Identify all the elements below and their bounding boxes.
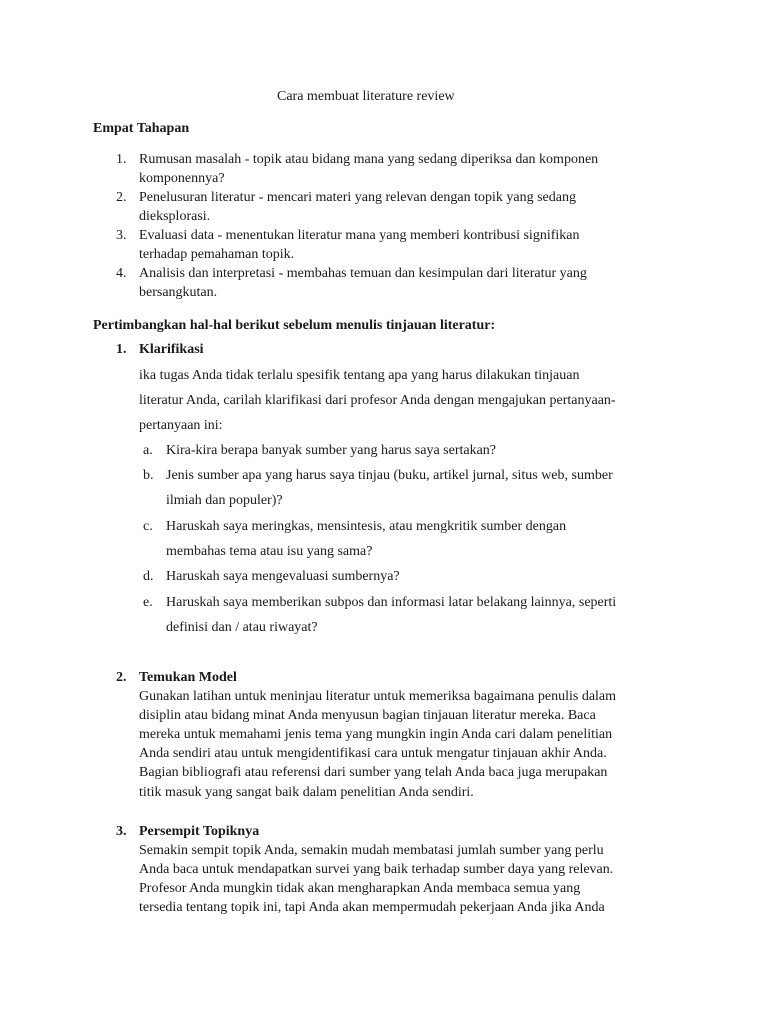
point-title-persempit-topiknya: Persempit Topiknya: [139, 824, 260, 839]
paragraph-line: mereka untuk memahami jenis tema yang mungkin ingin Anda cari dalam penelitian: [139, 727, 613, 742]
list-item-text: Rumusan masalah - topik atau bidang mana yang sedang diperiksa dan komponen: [139, 152, 599, 167]
list-item-text: dieksplorasi.: [139, 209, 211, 224]
point-number: 1.: [116, 342, 127, 357]
paragraph-line: tersedia tentang topik ini, tapi Anda akan mempermudah pekerjaan Anda jika Anda: [139, 900, 605, 915]
sub-item-letter: c.: [143, 519, 153, 534]
sub-item-letter: a.: [143, 443, 153, 458]
list-item-text: Penelusuran literatur - mencari materi yang relevan dengan topik yang sedang: [139, 190, 576, 205]
point-title-klarifikasi: Klarifikasi: [139, 342, 204, 357]
sub-item-text: Haruskah saya meringkas, mensintesis, atau mengkritik sumber dengan: [166, 519, 567, 534]
paragraph-line: pertanyaan ini:: [139, 418, 223, 433]
sub-item-letter: e.: [143, 595, 153, 610]
paragraph-line: literatur Anda, carilah klarifikasi dari profesor Anda dengan mengajukan pertanyaan-: [139, 393, 616, 408]
document-title: Cara membuat literature review: [277, 89, 455, 104]
point-number: 3.: [116, 824, 127, 839]
sub-item-text: membahas tema atau isu yang sama?: [166, 544, 373, 559]
sub-item-text: Haruskah saya mengevaluasi sumbernya?: [166, 569, 400, 584]
list-item-text: Evaluasi data - menentukan literatur mana yang memberi kontribusi signifikan: [139, 228, 580, 243]
section-heading-empat-tahapan: Empat Tahapan: [93, 121, 190, 136]
paragraph-line: ika tugas Anda tidak terlalu spesifik tentang apa yang harus dilakukan tinjauan: [139, 368, 580, 383]
section-heading-pertimbangkan: Pertimbangkan hal-hal berikut sebelum menulis tinjauan literatur:: [93, 318, 496, 333]
sub-item-letter: d.: [143, 569, 154, 584]
list-item-text: bersangkutan.: [139, 285, 218, 300]
list-item-number: 3.: [116, 228, 127, 243]
sub-item-text: Kira-kira berapa banyak sumber yang harus saya sertakan?: [166, 443, 497, 458]
list-item-text: komponennya?: [139, 171, 225, 186]
sub-item-text: Haruskah saya memberikan subpos dan informasi latar belakang lainnya, seperti: [166, 595, 617, 610]
list-item-number: 1.: [116, 152, 127, 167]
point-number: 2.: [116, 670, 127, 685]
list-item-number: 4.: [116, 266, 127, 281]
sub-item-text: ilmiah dan populer)?: [166, 493, 283, 508]
list-item-text: terhadap pemahaman topik.: [139, 247, 295, 262]
paragraph-line: titik masuk yang sangat baik dalam penelitian Anda sendiri.: [139, 785, 474, 800]
paragraph-line: Anda sendiri atau untuk mengidentifikasi cara untuk mengatur tinjauan akhir Anda.: [139, 746, 607, 761]
sub-item-text: Jenis sumber apa yang harus saya tinjau (buku, artikel jurnal, situs web, sumber: [166, 468, 613, 483]
list-item-number: 2.: [116, 190, 127, 205]
point-title-temukan-model: Temukan Model: [139, 670, 237, 685]
sub-item-text: definisi dan / atau riwayat?: [166, 620, 318, 635]
paragraph-line: Semakin sempit topik Anda, semakin mudah membatasi jumlah sumber yang perlu: [139, 843, 604, 858]
paragraph-line: Gunakan latihan untuk meninjau literatur untuk memeriksa bagaimana penulis dalam: [139, 689, 617, 704]
paragraph-line: Bagian bibliografi atau referensi dari sumber yang telah Anda baca juga merupakan: [139, 765, 608, 780]
paragraph-line: disiplin atau bidang minat Anda menyusun bagian tinjauan literatur mereka. Baca: [139, 708, 596, 723]
paragraph-line: Profesor Anda mungkin tidak akan mengharapkan Anda membaca semua yang: [139, 881, 581, 896]
list-item-text: Analisis dan interpretasi - membahas temuan dan kesimpulan dari literatur yang: [139, 266, 587, 281]
paragraph-line: Anda baca untuk mendapatkan survei yang baik terhadap sumber daya yang relevan.: [139, 862, 614, 877]
sub-item-letter: b.: [143, 468, 154, 483]
